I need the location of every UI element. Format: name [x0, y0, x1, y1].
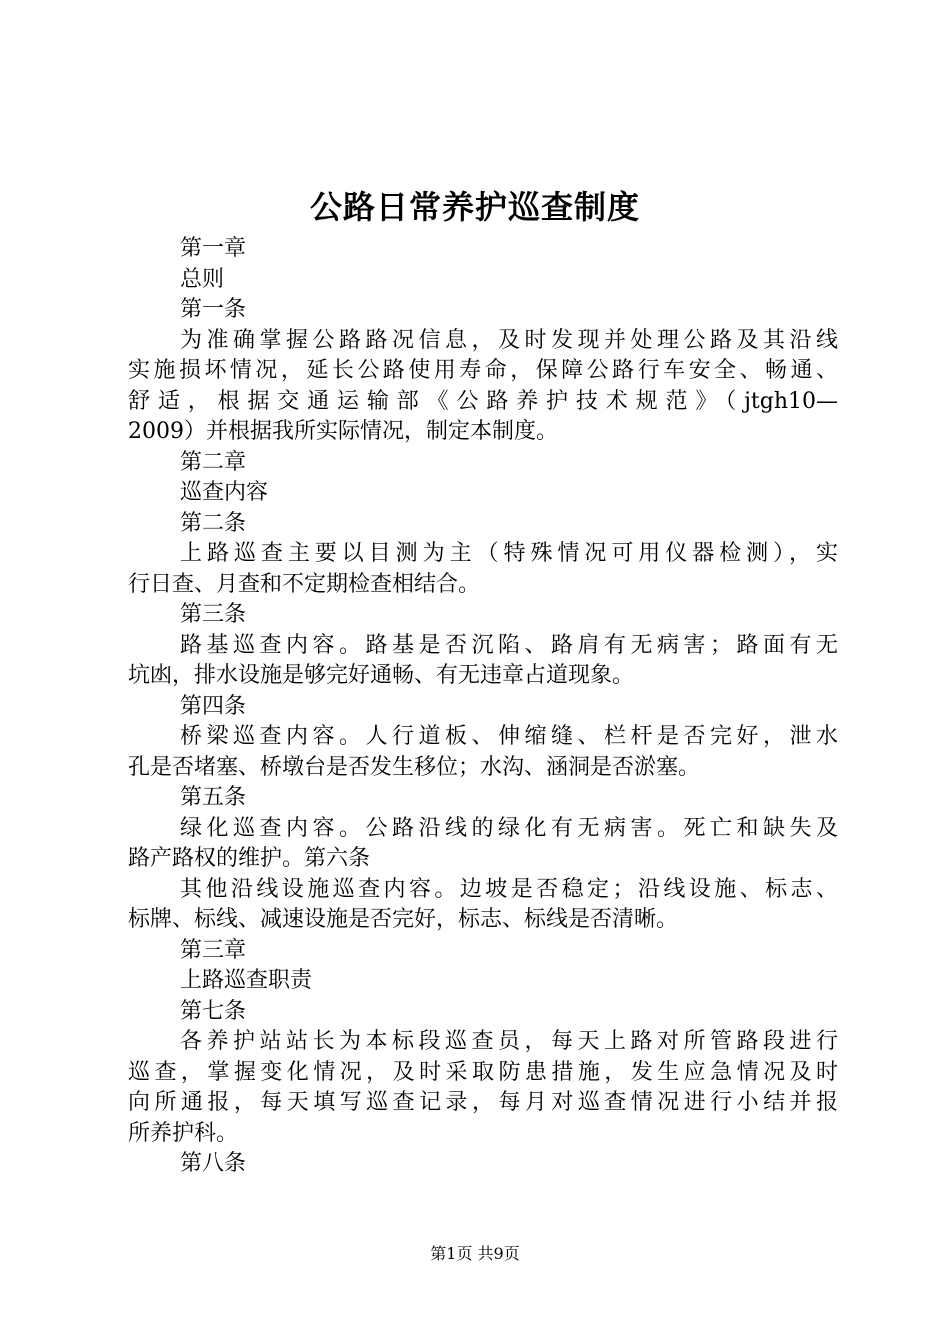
text-line: 为准确掌握公路路况信息，及时发现并处理公路及其沿线 — [180, 327, 838, 353]
text-line: 舒适，根据交通运输部《公路养护技术规范》（jtgh10— — [128, 388, 838, 414]
text-line: 其他沿线设施巡查内容。边坡是否稳定；沿线设施、标志、 — [180, 876, 838, 902]
text-line: 第七条 — [180, 998, 247, 1024]
text-line: 绿化巡查内容。公路沿线的绿化有无病害。死亡和缺失及 — [180, 815, 838, 841]
text-line: 第二条 — [180, 510, 247, 536]
text-line: 上路巡查职责 — [180, 968, 313, 993]
text-line: 标牌、标线、减速设施是否完好，标志、标线是否清晰。 — [128, 907, 679, 932]
text-line: 所养护科。 — [128, 1120, 239, 1146]
text-line: 第一章 — [180, 236, 247, 261]
text-line: 第三章 — [180, 937, 247, 963]
document-title: 公路日常养护巡查制度 — [309, 188, 640, 226]
text-line: 第四条 — [180, 693, 247, 719]
text-line: 坑凼，排水设施是够完好通畅、有无违章占道现象。 — [128, 663, 635, 688]
text-line: 行日查、月查和不定期检查相结合。 — [128, 571, 481, 597]
text-line: 巡查内容 — [180, 480, 269, 505]
text-line: 实施损坏情况，延长公路使用寿命，保障公路行车安全、畅通、 — [128, 358, 838, 383]
page-footer: 第1页 共9页 — [430, 1244, 520, 1263]
text-line: 第三条 — [180, 602, 247, 627]
text-line: 巡查，掌握变化情况，及时采取防患措施，发生应急情况及时 — [128, 1059, 838, 1085]
text-line: 向所通报，每天填写巡查记录，每月对巡查情况进行小结并报 — [128, 1090, 838, 1115]
text-line: 路产路权的维护。第六条 — [128, 846, 371, 871]
text-line: 各养护站站长为本标段巡查员，每天上路对所管路段进行 — [180, 1029, 838, 1054]
text-line: 上路巡查主要以目测为主（特殊情况可用仪器检测），实 — [180, 541, 838, 566]
text-line: 2009）并根据我所实际情况，制定本制度。 — [128, 419, 558, 444]
text-line: 第二章 — [180, 449, 247, 475]
text-line: 桥梁巡查内容。人行道板、伸缩缝、栏杆是否完好，泄水 — [180, 724, 838, 749]
document-body — [128, 234, 838, 1180]
text-line: 总则 — [180, 266, 225, 292]
text-line: 第一条 — [180, 297, 247, 322]
text-line: 第五条 — [180, 785, 247, 810]
text-line: 第八条 — [180, 1151, 247, 1176]
text-line: 路基巡查内容。路基是否沉陷、路肩有无病害；路面有无 — [180, 632, 838, 658]
text-line: 孔是否堵塞、桥墩台是否发生移位；水沟、涵洞是否淤塞。 — [128, 754, 701, 780]
